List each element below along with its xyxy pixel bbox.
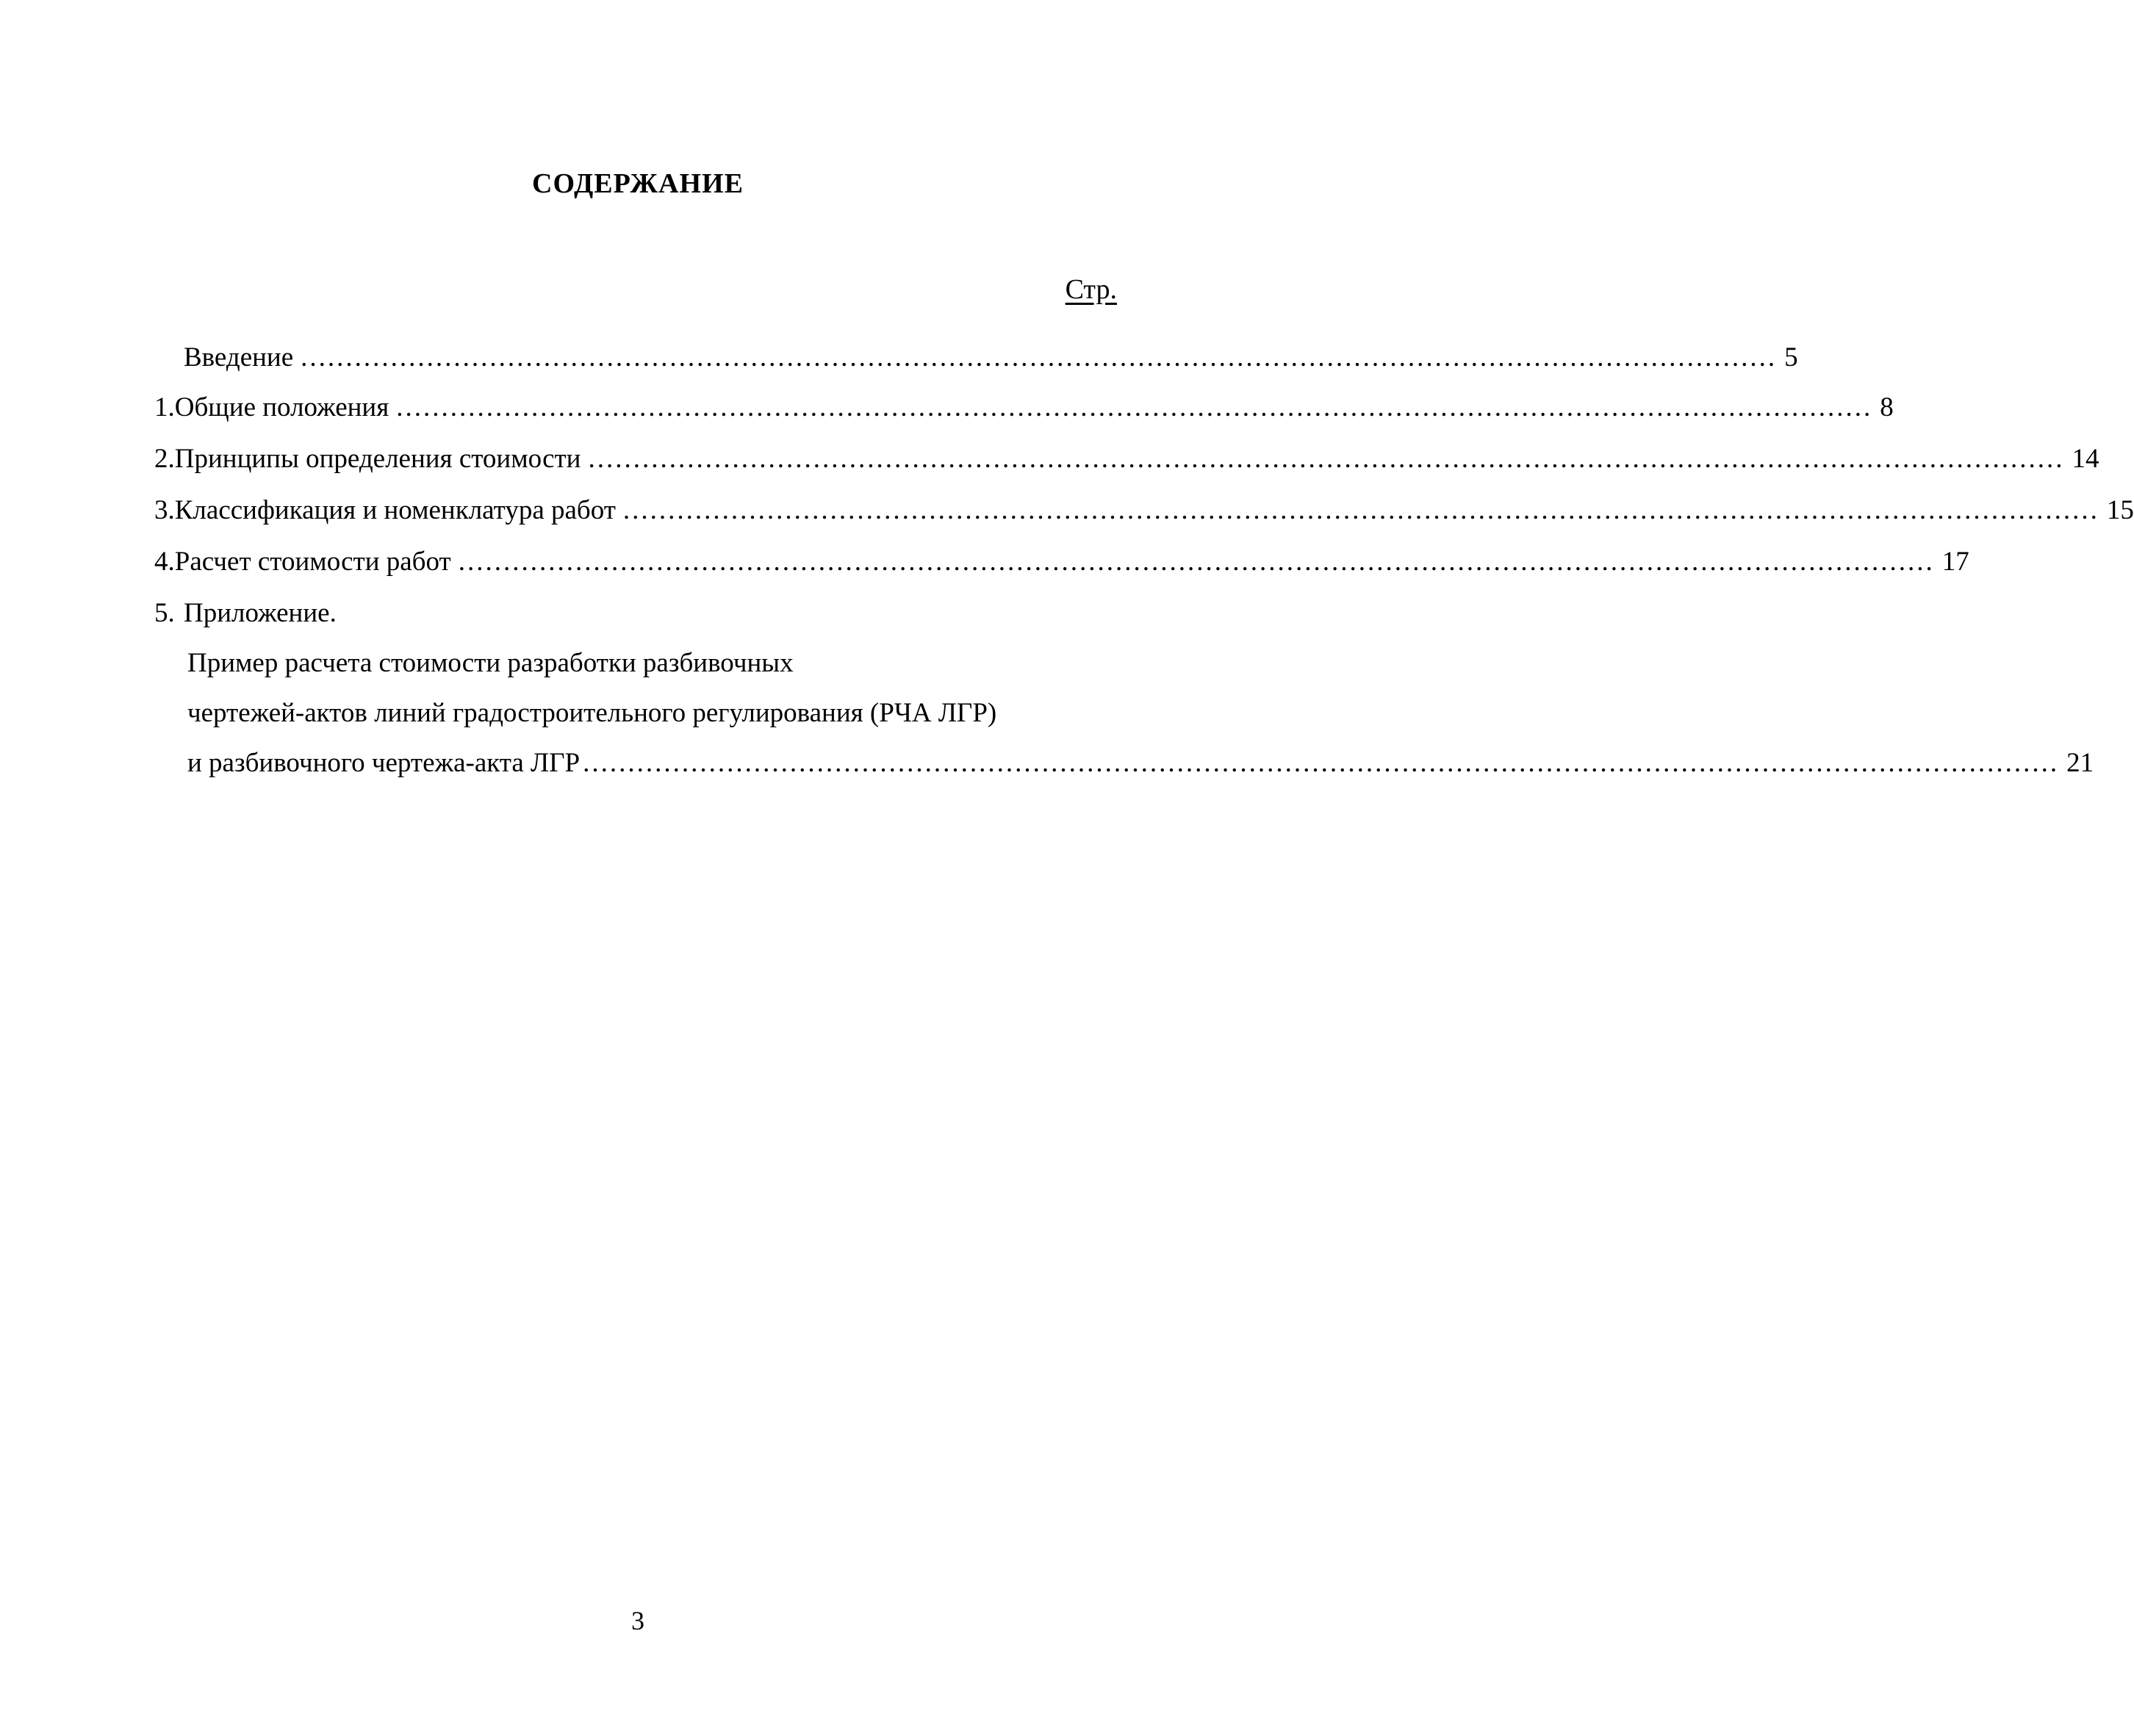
toc-appendix-line: Пример расчета стоимости разработки разбивочных — [187, 648, 794, 678]
toc-entry-page: 17 — [1941, 547, 1969, 577]
toc-leader-dots: .................................................................................................................................................................... — [583, 748, 2060, 778]
toc-entry-label: Принципы определения стоимости — [174, 444, 581, 474]
toc-entry-number: 4. — [154, 547, 175, 577]
toc-entry-label: Классификация и номенклатура работ — [174, 495, 616, 525]
toc-entry-label: Расчет стоимости работ — [174, 547, 451, 577]
toc-entry — [187, 745, 2094, 782]
toc-entry-number: 1. — [154, 392, 175, 422]
toc-appendix-line: чертежей-актов линий градостроительного регулирования (РЧА ЛГР) — [187, 698, 997, 728]
toc-entry-label: Приложение. — [184, 598, 337, 628]
toc-entry — [184, 339, 1798, 376]
toc-entry-label: Общие положения — [174, 392, 389, 422]
toc-leader-dots: .................................................................................................................................................................... — [301, 342, 1778, 372]
toc-entry-page: 5 — [1784, 342, 1798, 372]
toc-entry-page: 14 — [2072, 444, 2099, 474]
toc-entry-page: 8 — [1880, 392, 1894, 422]
toc-entry-number: 2. — [154, 444, 175, 474]
toc-entry-page: 15 — [2106, 495, 2134, 525]
toc-entry-number: 3. — [154, 495, 175, 525]
toc-entry-label: Введение — [184, 342, 294, 372]
toc-entry — [154, 544, 1969, 580]
page-column-label: Стр. — [1065, 274, 1117, 305]
page-number: 3 — [631, 1606, 644, 1635]
toc-title: СОДЕРЖАНИЕ — [532, 168, 744, 199]
toc-entry-page: 21 — [2066, 748, 2094, 778]
toc-leader-dots: .................................................................................................................................................................... — [396, 392, 1873, 422]
toc-entry — [154, 389, 1894, 426]
toc-entry-label: и разбивочного чертежа-акта ЛГР — [187, 748, 581, 778]
toc-entry — [154, 441, 2099, 478]
toc-entry-number: 5. — [154, 598, 175, 628]
toc-leader-dots: .................................................................................................................................................................... — [458, 547, 1935, 577]
toc-appendix-heading — [154, 595, 337, 632]
toc-leader-dots: .................................................................................................................................................................... — [622, 495, 2099, 525]
toc-leader-dots: .................................................................................................................................................................... — [588, 444, 2065, 474]
toc-entry — [154, 492, 2134, 529]
